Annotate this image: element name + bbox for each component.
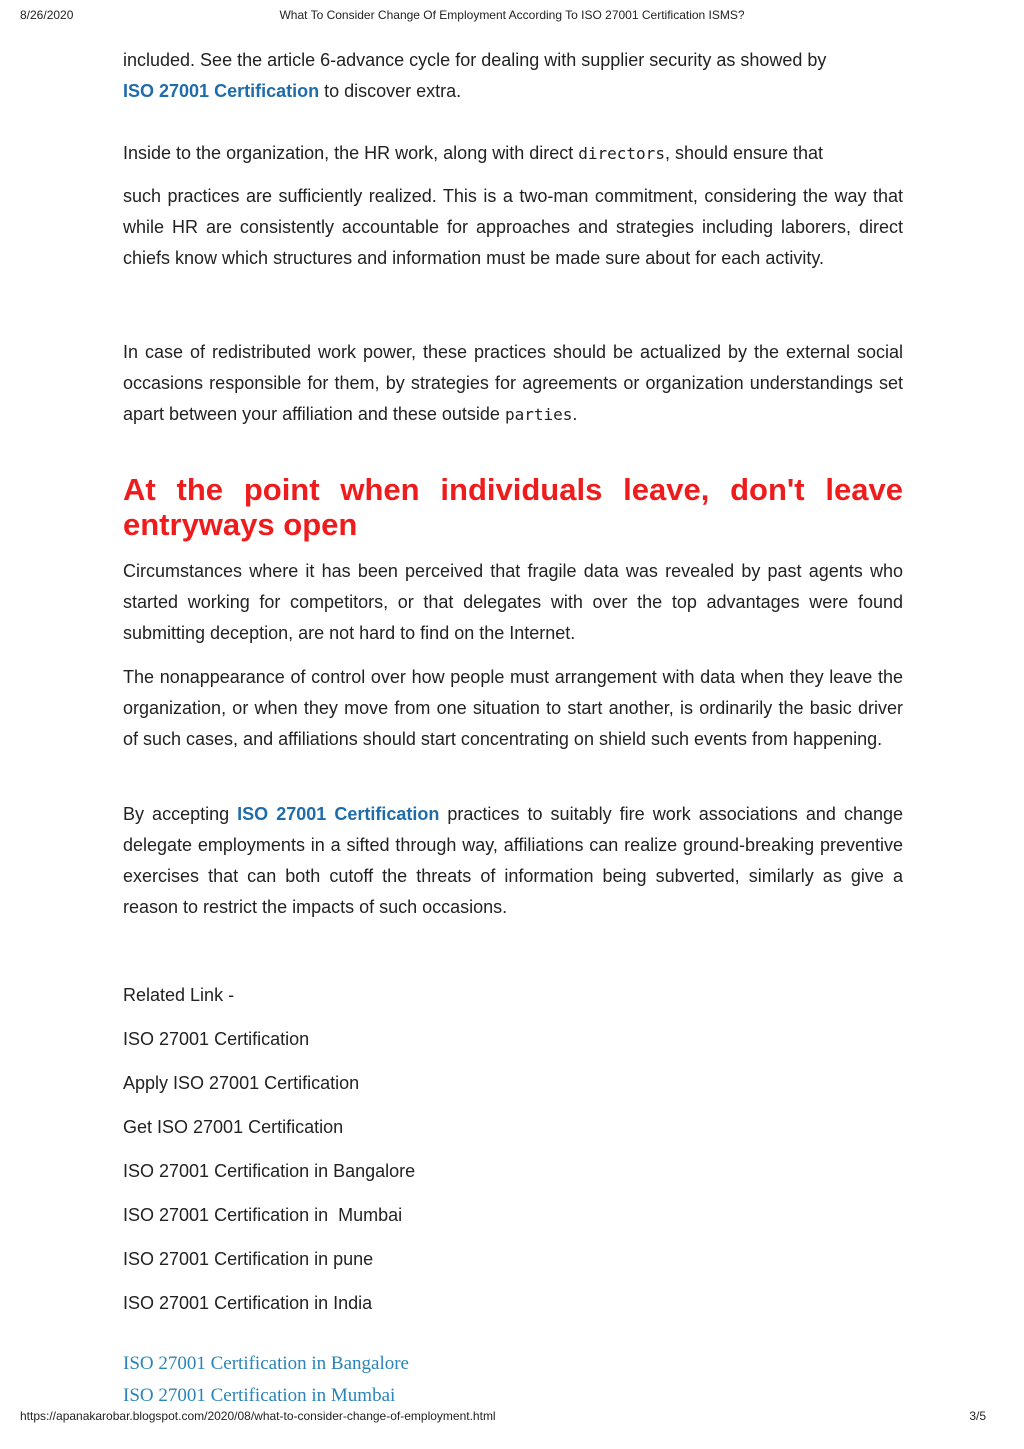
related-link-item[interactable]: Get ISO 27001 Certification <box>123 1117 344 1137</box>
print-page-title: What To Consider Change Of Employment According To ISO 27001 Certification ISMS? <box>279 8 745 22</box>
iso-27001-link[interactable]: ISO 27001 Certification <box>123 81 320 101</box>
bangalore-link[interactable]: ISO 27001 Certification in Bangalore <box>123 1353 409 1374</box>
mumbai-link-clip <box>123 1384 903 1403</box>
related-link-item[interactable]: ISO 27001 Certification in India <box>123 1293 373 1313</box>
paragraph-text: In case of redistributed work power, these practices should be actualized by the external social occasions responsible for them, by strategies for agreements or organization understandings set apart between your affiliation and these outside <box>123 342 903 424</box>
paragraph-hr-directors: such practices are sufficiently realized. This is a two-man commitment, considering the way that while HR are consistently accountable for approaches and strategies including laborers, direct chiefs know which structures and information must be made sure about for each activity. <box>123 186 903 268</box>
paragraph-text: Inside to the organization, the HR work, along with direct <box>123 143 579 163</box>
paragraph-text: . <box>572 404 578 424</box>
related-link-item[interactable]: ISO 27001 Certification <box>123 1029 310 1049</box>
paragraph-nonappearance: The nonappearance of control over how people must arrangement with data when they leave the organization, or when they move from one situation to start another, is ordinarily the basic driver of such cases, and affiliations should start concentrating on shield such events from happening. <box>123 667 903 749</box>
related-link-item[interactable]: Apply ISO 27001 Certification <box>123 1073 360 1093</box>
paragraph-text: practices to suitably fire work associations and change delegate employments in a sifted through way, affiliations can realize ground-breaking preventive exercises that can both cutoff the threats of information being subverted, similarly as give a reason to restrict the impacts of such occasions. <box>123 804 904 917</box>
paragraph-circumstances: Circumstances where it has been perceived that fragile data was revealed by past agents who started working for competitors, or that delegates with over the top advantages were found submitting deception, are not hard to find on the Internet. <box>123 561 903 643</box>
paragraph-supplier-security <box>123 45 903 107</box>
related-link-item[interactable]: ISO 27001 Certification in Bangalore <box>123 1161 416 1181</box>
print-date: 8/26/2020 <box>20 8 74 22</box>
iso-27001-link[interactable]: ISO 27001 Certification <box>237 804 440 824</box>
page-number: 3/5 <box>969 1409 986 1423</box>
paragraph-text: to discover extra. <box>319 81 462 101</box>
parties-text: parties <box>504 405 573 424</box>
paragraph-text: By accepting <box>123 804 238 824</box>
paragraph-text: included. See the article 6-advance cycle for dealing with supplier security as showed by <box>123 50 827 70</box>
related-link-item[interactable]: ISO 27001 Certification in pune <box>123 1249 374 1269</box>
paragraph-accepting <box>123 799 903 923</box>
print-url: https://apanakarobar.blogspot.com/2020/08/what-to-consider-change-of-employment.html <box>20 1409 496 1423</box>
related-link-label: Related Link - <box>123 985 235 1005</box>
paragraph-text: , should ensure that <box>664 143 824 163</box>
related-link-item[interactable]: ISO 27001 Certification in Mumbai <box>123 1205 403 1225</box>
mumbai-link[interactable]: ISO 27001 Certification in Mumbai <box>123 1385 396 1403</box>
section-heading: At the point when individuals leave, don't leave entryways open <box>123 472 903 542</box>
directors-text: directors <box>578 144 665 163</box>
paragraph-hr-directors-line1 <box>123 138 903 169</box>
paragraph-redistributed-work <box>123 337 903 430</box>
